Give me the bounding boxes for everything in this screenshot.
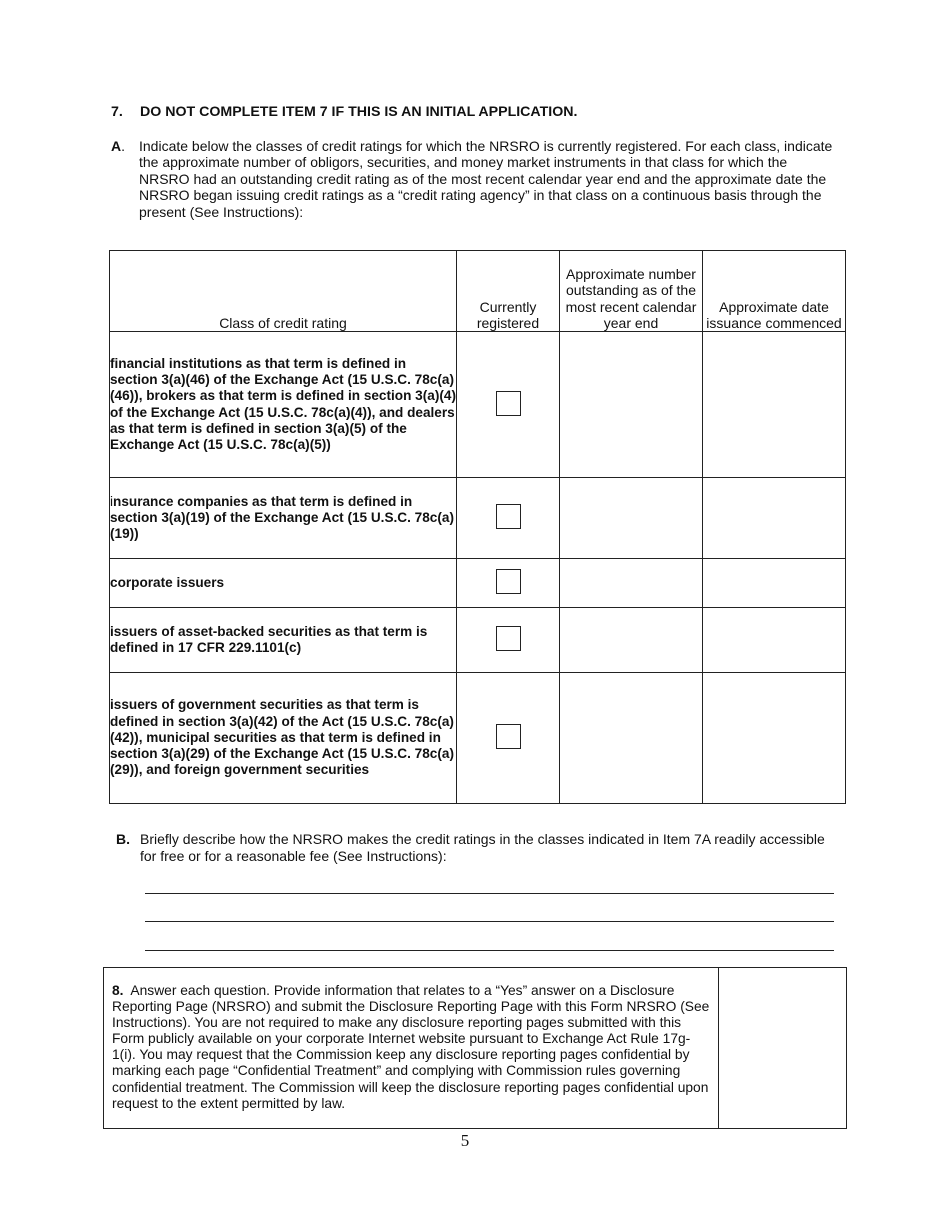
credit-rating-classes-table (109, 250, 846, 804)
header-approximate-number-outstanding: Approximate number outstanding as of the most recent calendar year end (560, 251, 703, 332)
table-row-insurance-companies (110, 478, 846, 559)
item8-text: Answer each question. Provide information that relates to a “Yes” answer on a Disclosure Reporting Page (NRSRO) and submit the Disclosure Reporting Page with this Form NRSRO (See Instructions). You are not required to make any disclosure reporting pages submitted with this Form publicly available on your corporate Internet website pursuant to Exchange Act Rule 17g-1(i). You may request that the Commission keep any disclosure reporting pages confidential by marking each page “Confidential Treatment” and complying with Commission rules governing confidential treatment. The Commission will keep the disclosure reporting pages confidential upon request to the extent permitted by law. (112, 983, 710, 1111)
item8-divider (718, 968, 719, 1128)
table-header-row (110, 251, 846, 332)
checkbox-insurance-companies[interactable] (496, 504, 521, 529)
item7b-letter: B. (116, 831, 130, 847)
checkbox-financial-institutions[interactable] (496, 391, 521, 416)
item7-heading (111, 104, 577, 120)
answer-line-1[interactable] (145, 893, 834, 894)
outstanding-cell-asset-backed-securities[interactable] (560, 608, 703, 673)
item7a-instructions: Indicate below the classes of credit ratings for which the NRSRO is currently registered. For each class, indicate the approximate number of obligors, securities, and money market instruments in that class for which the NRSRO had an outstanding credit rating as of the most recent calendar year end and the approximate date the NRSRO began issuing credit ratings as a “credit rating agency” in that class on a continuous basis through the present (See Instructions): (139, 138, 833, 220)
table-row-corporate-issuers (110, 559, 846, 608)
class-label-government-securities: issuers of government securities as that term is defined in section 3(a)(42) of the Act (15 U.S.C. 78c(a)(42)), municipal securities as that term is defined in section 3(a)(29) of the Exchange Act (15 U.S.C. 78c(a)(29)), and foreign government securities (110, 673, 457, 804)
answer-line-3[interactable] (145, 950, 834, 951)
checkbox-corporate-issuers[interactable] (496, 569, 521, 594)
commenced-cell-financial-institutions[interactable] (703, 332, 846, 478)
class-label-insurance-companies: insurance companies as that term is defined in section 3(a)(19) of the Exchange Act (15 U.S.C. 78c(a)(19)) (110, 478, 457, 559)
class-label-financial-institutions: financial institutions as that term is defined in section 3(a)(46) of the Exchange Act (15 U.S.C. 78c(a)(46)), brokers as that term is defined in section 3(a)(4) of the Exchange Act (15 U.S.C. 78c(a)(4)), and dealers as that term is defined in section 3(a)(5) of the Exchange Act (15 U.S.C. 78c(a)(5)) (110, 332, 457, 478)
class-label-corporate-issuers: corporate issuers (110, 559, 457, 608)
item7-number: 7. (111, 104, 123, 120)
page-number: 5 (460, 1131, 470, 1150)
item8-box (103, 967, 847, 1129)
commenced-cell-asset-backed-securities[interactable] (703, 608, 846, 673)
table-row-financial-institutions (110, 332, 846, 478)
item8-instructions (112, 983, 712, 1112)
class-label-asset-backed-securities: issuers of asset-backed securities as that term is defined in 17 CFR 229.1101(c) (110, 608, 457, 673)
outstanding-cell-insurance-companies[interactable] (560, 478, 703, 559)
item7b-instructions: Briefly describe how the NRSRO makes the credit ratings in the classes indicated in Item 7A readily accessible for free or for a reasonable fee (See Instructions): (140, 831, 825, 864)
item7-title: DO NOT COMPLETE ITEM 7 IF THIS IS AN INITIAL APPLICATION. (140, 104, 578, 120)
commenced-cell-government-securities[interactable] (703, 673, 846, 804)
commenced-cell-insurance-companies[interactable] (703, 478, 846, 559)
outstanding-cell-financial-institutions[interactable] (560, 332, 703, 478)
outstanding-cell-government-securities[interactable] (560, 673, 703, 804)
table-row-asset-backed-securities (110, 608, 846, 673)
checkbox-government-securities[interactable] (496, 724, 521, 749)
checkbox-asset-backed-securities[interactable] (496, 626, 521, 651)
header-class-of-credit-rating: Class of credit rating (110, 251, 457, 332)
commenced-cell-corporate-issuers[interactable] (703, 559, 846, 608)
outstanding-cell-corporate-issuers[interactable] (560, 559, 703, 608)
item8-number: 8. (112, 983, 124, 998)
header-approximate-date-commenced: Approximate date issuance commenced (703, 251, 846, 332)
answer-line-2[interactable] (145, 921, 834, 922)
table-row-government-securities (110, 673, 846, 804)
header-currently-registered: Currently registered (457, 251, 560, 332)
item7a-letter: A. (111, 138, 126, 154)
